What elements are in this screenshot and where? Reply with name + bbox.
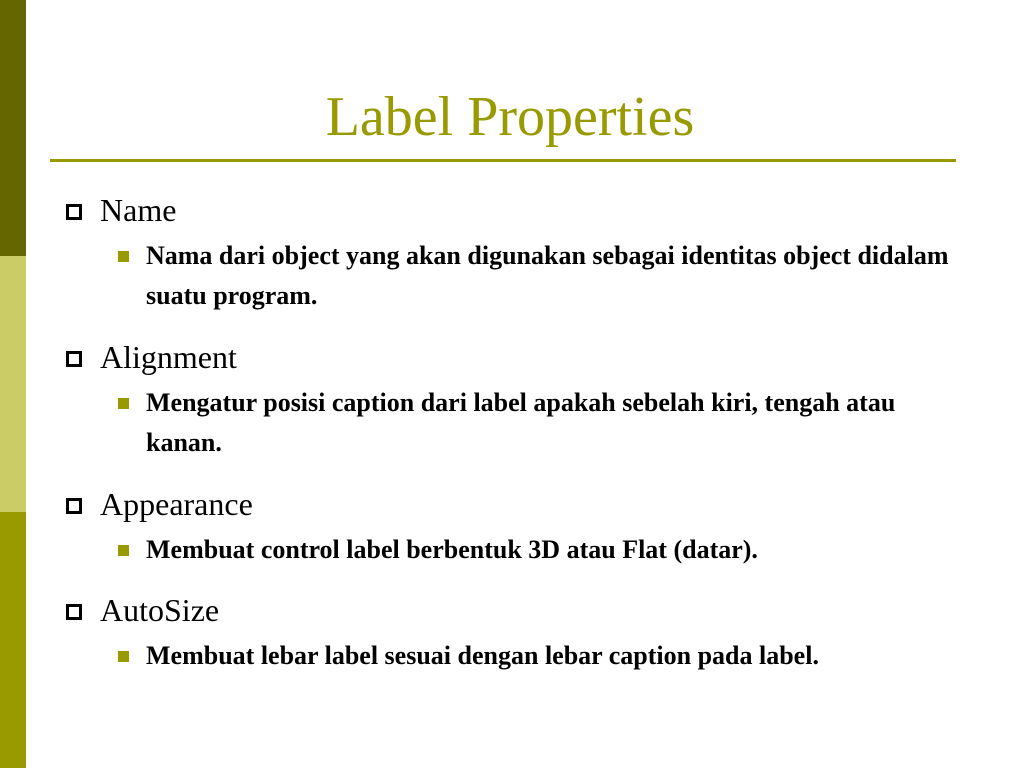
filled-square-bullet-icon	[118, 651, 129, 662]
sub-bullet-row	[112, 236, 956, 316]
bullet-row	[66, 590, 956, 630]
sub-bullet-text: Membuat lebar label sesuai dengan lebar caption pada label.	[146, 641, 819, 670]
filled-square-bullet-icon	[118, 545, 129, 556]
bullet-item-alignment	[66, 337, 956, 463]
sub-bullet-row	[112, 530, 956, 570]
bullet-label: Alignment	[100, 339, 237, 375]
bullet-item-appearance	[66, 484, 956, 570]
filled-square-bullet-icon	[118, 398, 129, 409]
bullet-row	[66, 190, 956, 230]
bullet-row	[66, 484, 956, 524]
bullet-row	[66, 337, 956, 377]
hollow-square-bullet-icon	[66, 204, 82, 220]
sub-bullet-row	[112, 383, 956, 463]
bullet-label: AutoSize	[100, 592, 220, 628]
sub-bullet-text: Nama dari object yang akan digunakan sebagai identitas object didalam suatu program.	[146, 241, 949, 310]
sub-bullet-text: Membuat control label berbentuk 3D atau Flat (datar).	[146, 535, 758, 564]
bullet-item-autosize	[66, 590, 956, 676]
bullet-label: Appearance	[100, 486, 253, 522]
hollow-square-bullet-icon	[66, 351, 82, 367]
filled-square-bullet-icon	[118, 251, 129, 262]
sub-bullet-row	[112, 636, 956, 676]
hollow-square-bullet-icon	[66, 604, 82, 620]
slide-title: Label Properties	[325, 86, 695, 148]
bullet-label: Name	[100, 192, 177, 228]
sub-bullet-text: Mengatur posisi caption dari label apakah sebelah kiri, tengah atau kanan.	[146, 388, 896, 457]
bullet-item-name	[66, 190, 956, 316]
hollow-square-bullet-icon	[66, 498, 82, 514]
